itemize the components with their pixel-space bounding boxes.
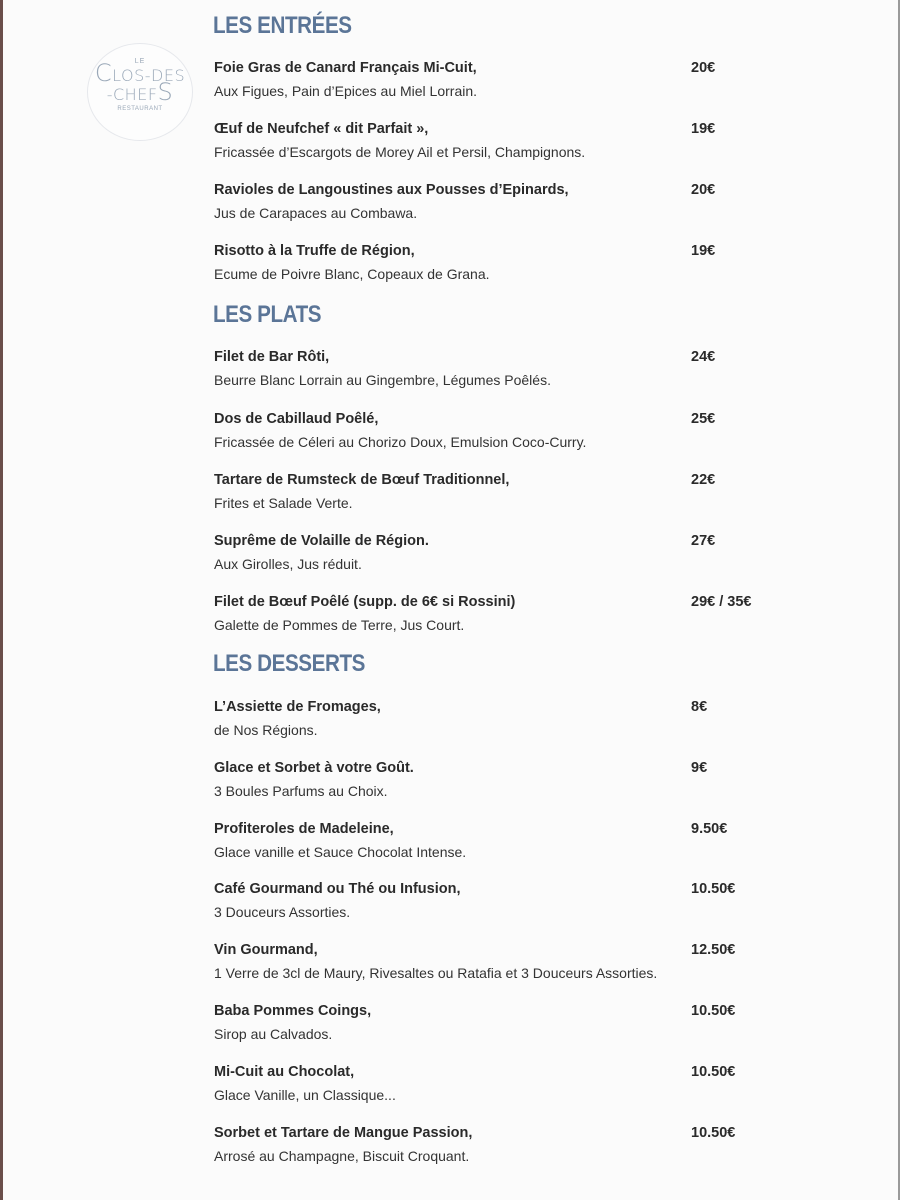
menu-item xyxy=(214,532,774,573)
menu-item xyxy=(214,698,774,739)
item-name: L’Assiette de Fromages, xyxy=(214,699,381,715)
item-description: Aux Girolles, Jus réduit. xyxy=(214,556,362,572)
item-price: 10.50€ xyxy=(691,1125,736,1141)
item-price: 24€ xyxy=(691,349,716,365)
menu-item xyxy=(214,1063,774,1104)
item-price: 20€ xyxy=(691,182,716,198)
item-price: 19€ xyxy=(691,243,716,259)
item-price: 29€ / 35€ xyxy=(691,594,752,610)
item-name: Vin Gourmand, xyxy=(214,942,318,958)
menu-item xyxy=(214,181,774,222)
menu-item xyxy=(214,242,774,283)
item-price: 8€ xyxy=(691,699,708,715)
menu-item xyxy=(214,120,774,161)
logo-line2-text: -CHEF xyxy=(106,85,158,104)
menu-item xyxy=(214,941,774,982)
menu-item xyxy=(214,1124,774,1165)
menu-item xyxy=(214,593,774,634)
item-price: 10.50€ xyxy=(691,1003,736,1019)
item-name: Baba Pommes Coings, xyxy=(214,1003,372,1019)
logo-line2-final: S xyxy=(157,78,174,106)
item-description: Ecume de Poivre Blanc, Copeaux de Grana. xyxy=(214,266,490,282)
logo-subtitle: RESTAURANT xyxy=(117,106,163,112)
item-price: 9.50€ xyxy=(691,821,728,837)
item-price: 10.50€ xyxy=(691,1064,736,1080)
item-price: 20€ xyxy=(691,60,716,76)
item-price: 9€ xyxy=(691,760,708,776)
item-description: Frites et Salade Verte. xyxy=(214,495,353,511)
item-price: 10.50€ xyxy=(691,881,736,897)
item-description: Jus de Carapaces au Combawa. xyxy=(214,205,418,221)
menu-item xyxy=(214,759,774,800)
item-description: Fricassée de Céleri au Chorizo Doux, Emulsion Coco-Curry. xyxy=(214,434,587,450)
item-name: Profiteroles de Madeleine, xyxy=(214,821,394,837)
menu-item xyxy=(214,880,774,921)
item-price: 19€ xyxy=(691,121,716,137)
item-name: Suprême de Volaille de Région. xyxy=(214,533,429,549)
section-title-desserts: LES DESSERTS xyxy=(213,650,365,677)
logo-le: LE xyxy=(134,58,146,65)
item-description: Galette de Pommes de Terre, Jus Court. xyxy=(214,617,465,633)
item-description: de Nos Régions. xyxy=(214,722,318,738)
item-description: Beurre Blanc Lorrain au Gingembre, Légumes Poêlés. xyxy=(214,372,551,388)
logo-line1-initial: C xyxy=(94,59,113,87)
item-name: Filet de Bœuf Poêlé (supp. de 6€ si Rossini) xyxy=(214,594,516,610)
item-description: Fricassée d’Escargots de Morey Ail et Persil, Champignons. xyxy=(214,144,586,160)
item-name: Œuf de Neufchef « dit Parfait », xyxy=(214,121,429,137)
item-description: 3 Boules Parfums au Choix. xyxy=(214,783,388,799)
item-description: Sirop au Calvados. xyxy=(214,1026,333,1042)
item-name: Filet de Bar Rôti, xyxy=(214,349,330,365)
item-name: Ravioles de Langoustines aux Pousses d’Epinards, xyxy=(214,182,569,198)
restaurant-logo xyxy=(87,43,193,141)
menu-item xyxy=(214,820,774,861)
page-edge-left xyxy=(0,0,3,1200)
item-description: Glace Vanille, un Classique... xyxy=(214,1087,396,1103)
item-price: 22€ xyxy=(691,472,716,488)
item-price: 12.50€ xyxy=(691,942,736,958)
item-description: Glace vanille et Sauce Chocolat Intense. xyxy=(214,844,467,860)
item-name: Glace et Sorbet à votre Goût. xyxy=(214,760,414,776)
section-title-plats: LES PLATS xyxy=(213,301,322,328)
item-price: 25€ xyxy=(691,411,716,427)
item-name: Tartare de Rumsteck de Bœuf Traditionnel, xyxy=(214,472,510,488)
item-description: Arrosé au Champagne, Biscuit Croquant. xyxy=(214,1148,470,1164)
item-name: Mi-Cuit au Chocolat, xyxy=(214,1064,355,1080)
item-name: Dos de Cabillaud Poêlé, xyxy=(214,411,379,427)
menu-item xyxy=(214,410,774,451)
item-description: 3 Douceurs Assorties. xyxy=(214,904,351,920)
item-name: Foie Gras de Canard Français Mi-Cuit, xyxy=(214,60,477,76)
section-title-entrees: LES ENTRÉES xyxy=(213,12,352,39)
logo-line1-text: LOS-DES xyxy=(112,66,186,85)
menu-item xyxy=(214,59,774,100)
item-price: 27€ xyxy=(691,533,716,549)
item-name: Sorbet et Tartare de Mangue Passion, xyxy=(214,1125,473,1141)
item-description: 1 Verre de 3cl de Maury, Rivesaltes ou Ratafia et 3 Douceurs Assorties. xyxy=(214,965,658,981)
menu-item xyxy=(214,348,774,389)
item-description: Aux Figues, Pain d’Epices au Miel Lorrain. xyxy=(214,83,478,99)
menu-item xyxy=(214,471,774,512)
item-name: Risotto à la Truffe de Région, xyxy=(214,243,415,259)
item-name: Café Gourmand ou Thé ou Infusion, xyxy=(214,881,461,897)
menu-item xyxy=(214,1002,774,1043)
